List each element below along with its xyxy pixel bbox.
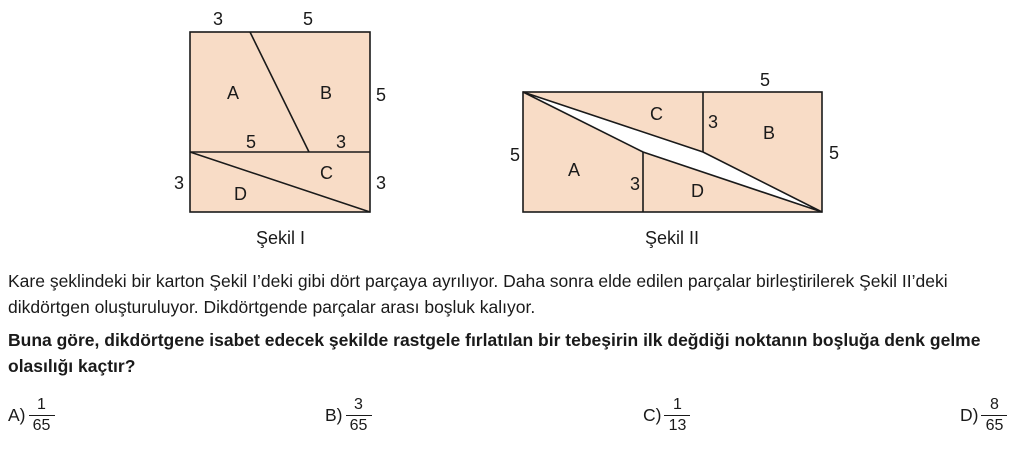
fig2-label-right-5: 5 (829, 143, 840, 163)
fig1-label-right-3: 3 (376, 173, 387, 193)
option-b-letter: B) (325, 405, 343, 425)
option-a-denominator: 65 (32, 417, 51, 434)
option-a-numerator: 1 (29, 396, 55, 416)
option-d-denominator: 65 (985, 417, 1004, 434)
fig2-caption: Şekil II (645, 228, 700, 248)
option-c-numerator: 1 (664, 396, 690, 416)
fig1-label-left-3: 3 (174, 173, 185, 193)
option-a-fraction (29, 396, 55, 435)
option-b-fraction (346, 396, 372, 435)
figure-1 (190, 32, 370, 212)
fig1-label-top-5: 5 (303, 9, 314, 29)
option-c-denominator: 13 (668, 417, 687, 434)
fig1-piece-b: B (320, 83, 333, 103)
fig1-piece-a: A (227, 83, 240, 103)
fig1-label-right-5: 5 (376, 85, 387, 105)
option-b[interactable] (325, 396, 372, 435)
fig1-piece-d: D (234, 184, 247, 204)
option-a-letter: A) (8, 405, 26, 425)
option-b-denominator: 65 (349, 417, 368, 434)
option-d-numerator: 8 (981, 396, 1007, 416)
option-d-letter: D) (960, 405, 979, 425)
option-c-fraction (664, 396, 690, 435)
option-d-fraction (981, 396, 1007, 435)
fig1-label-inner-5: 5 (246, 132, 257, 152)
fig2-piece-c: C (650, 104, 663, 124)
fig1-label-inner-3: 3 (336, 132, 347, 152)
question-text: Kare şeklindeki bir karton Şekil I’deki gibi dört parçaya ayrılıyor. Daha sonra elde edilen parçalar birleştirilerek Şekil II’deki dikdörtgen oluşturuluyor. Dikdörtgende parçalar arası boşluk kalıyor. (8, 271, 948, 317)
fig2-label-left-5: 5 (510, 145, 521, 165)
fig1-caption: Şekil I (256, 228, 306, 248)
option-a[interactable] (8, 396, 55, 435)
fig1-label-top-3: 3 (213, 9, 224, 29)
fig1-square (190, 32, 370, 212)
figure-2 (523, 92, 822, 212)
option-c[interactable] (643, 396, 690, 435)
fig2-label-inner-3-c: 3 (708, 112, 719, 132)
fig2-label-inner-3-d: 3 (630, 174, 641, 194)
question-prompt: Buna göre, dikdörtgene isabet edecek şekilde rastgele fırlatılan bir tebeşirin ilk değdiği noktanın boşluğa denk gelme olasılığı kaçtır? (8, 330, 981, 376)
fig2-piece-d: D (691, 181, 704, 201)
fig2-piece-b: B (763, 123, 776, 143)
option-b-numerator: 3 (346, 396, 372, 416)
fig2-piece-a: A (568, 160, 581, 180)
option-c-letter: C) (643, 405, 662, 425)
fig1-piece-c: C (320, 163, 333, 183)
option-d[interactable] (960, 396, 1007, 435)
fig2-label-top-5: 5 (760, 70, 771, 90)
